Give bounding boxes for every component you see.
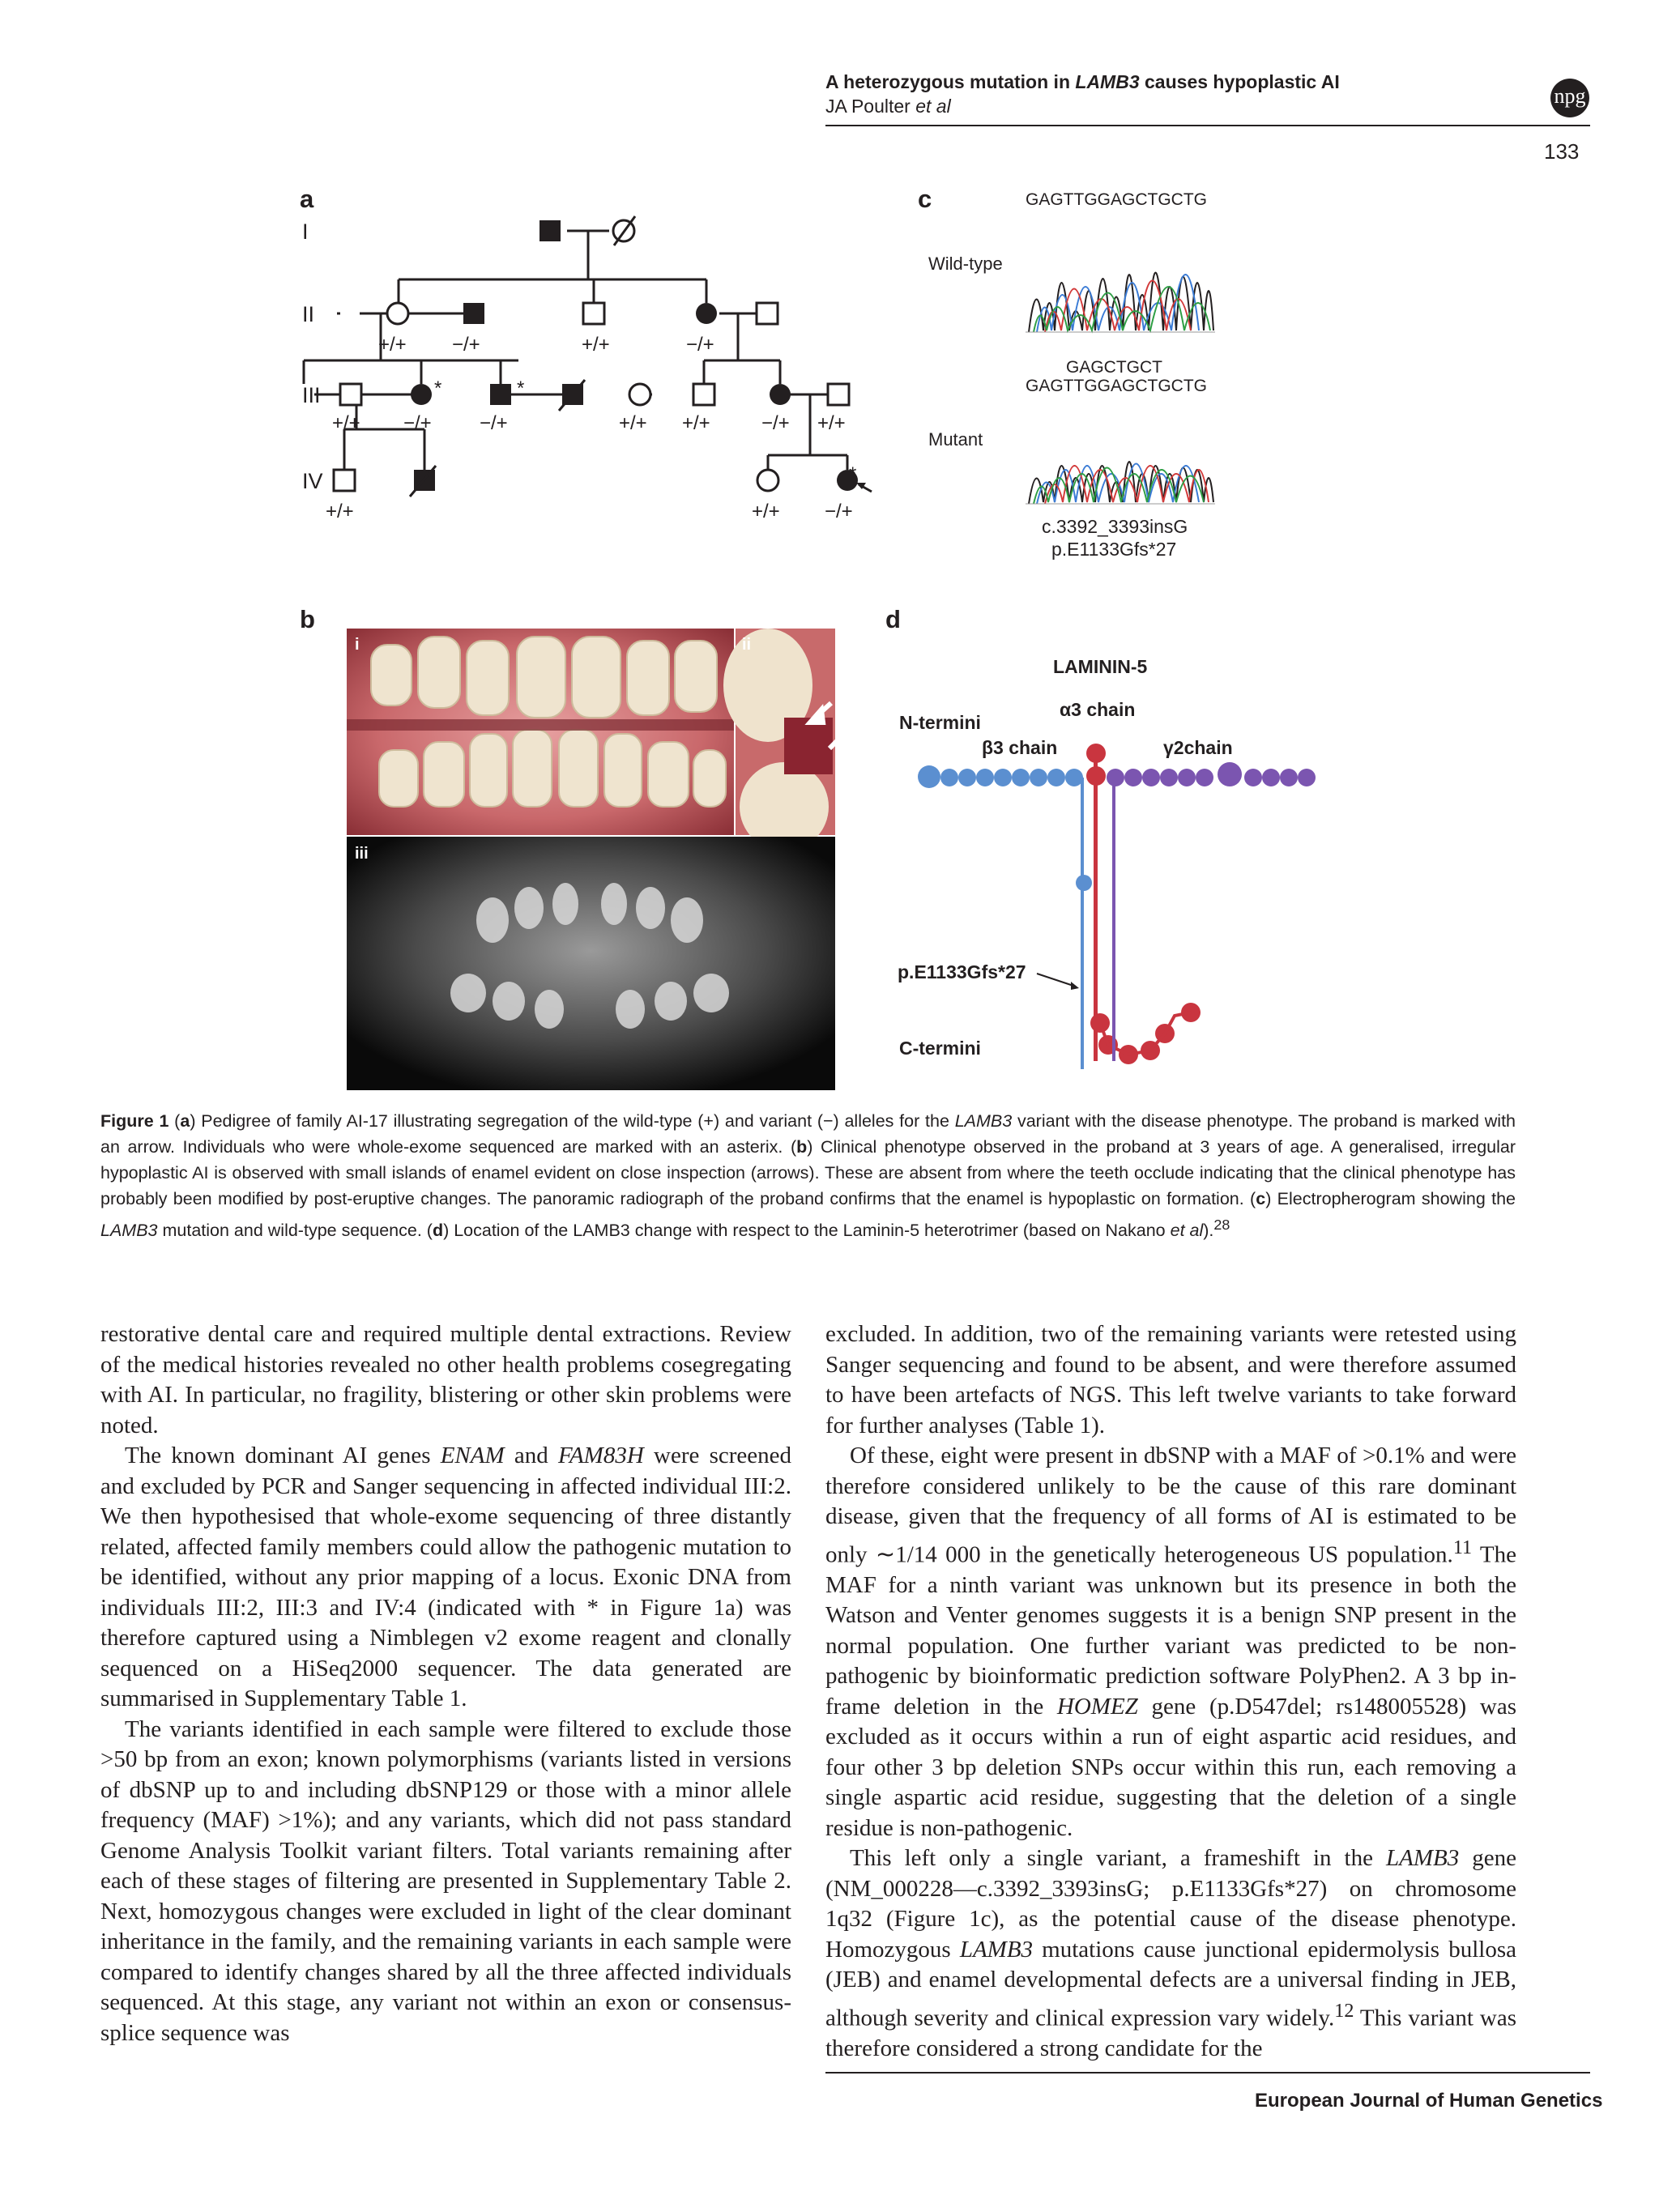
individual-II-4 (696, 303, 717, 324)
mutation-protein: p.E1133Gfs*27 (1051, 539, 1177, 560)
panel-c-letter: c (918, 185, 932, 213)
genotype: −/+ (686, 334, 714, 356)
paragraph: restorative dental care and required multiple dental extractions. Review of the medical histories revealed no other health problems cosegregating with AI. In particular, no fragility, blistering or other skin problems were noted. (100, 1321, 791, 1438)
asterisk: * (517, 377, 525, 399)
paragraph: Of these, eight were present in dbSNP with a MAF of >0.1% and were therefore considered unlikely to be the cause of this rare dominant disease, given that the frequency of all forms of AI is estimated to be only ∼1/14 000 in the genetically heterogeneous US population.$^{11}$ The MAF for a ninth variant was unknown but its presence in both the Watson and Venter genomes suggests it is a benign SNP present in the normal population. One further variant was predicted to be non-pathogenic by bioinformatic prediction software PolyPhen2. A 3 bp in-frame deletion in the HOMEZ gene (p.D547del; rs148005528) was excluded as it occurs within a run of eight aspartic acid residues, and four other 3 bp deletion SNPs occur within this run, each removing a single aspartic acid residue, suggesting that the deletion of a single residue is non-pathogenic. (825, 1443, 1516, 1841)
genotype: −/+ (403, 412, 432, 434)
sub-label-i: i (355, 636, 360, 654)
genotype: −/+ (452, 334, 480, 356)
laminin5-diagram (891, 648, 1328, 1069)
alpha3-label: α3 chain (1060, 699, 1136, 720)
asterisk: * (849, 463, 857, 485)
sub-label-iii: iii (355, 845, 369, 863)
paragraph: excluded. In addition, two of the remaining variants were retested using Sanger sequencing and found to be absent, and were therefore assumed to have been artefacts of NGS. This left twelve variants to take forward for further analyses (Table 1). (825, 1321, 1516, 1438)
gen-label-III: III (302, 383, 321, 407)
npg-logo: npg (1550, 79, 1589, 117)
genotype: +/+ (378, 334, 407, 356)
genotype: +/+ (326, 501, 354, 522)
panel-b-letter: b (300, 605, 315, 633)
body-column-right (825, 1319, 1516, 2064)
beta3-chain (918, 765, 1092, 891)
electropherogram (915, 186, 1256, 567)
alpha3-chain (1086, 744, 1201, 1064)
gen-label-I: I (302, 219, 309, 244)
c-termini-label: C-termini (899, 1038, 981, 1059)
paragraph: The variants identified in each sample were filtered to exclude those >50 bp from an exon; known polymorphisms (variants listed in versions of dbSNP up to and including dbSNP129 or those with a minor allele frequency (MAF) >1%); and any variants, which did not pass standard Genome Analysis Toolkit variant filters. Total variants remaining after each of these stages of filtering are presented in Supplementary Table 2. Next, homozygous changes were excluded in light of the clear dominant inheritance in the family, and the remaining variants in each sample were compared to identify changes shared by all the three affected individuals sequenced. At this stage, any variant not within an exon or consensus-splice sequence was (100, 1715, 791, 2046)
individual-III-7 (770, 384, 791, 405)
individual-IV-1 (334, 470, 355, 491)
individual-II-3 (583, 303, 604, 324)
gen-label-II: II (302, 302, 315, 326)
n-termini-label: N-termini (899, 712, 981, 733)
clinical-photos (347, 629, 835, 1090)
panel-a-letter: a (300, 185, 314, 213)
individual-IV-3 (757, 470, 778, 491)
genotype: −/+ (761, 412, 790, 434)
beta3-label: β3 chain (982, 737, 1058, 758)
genotype: +/+ (817, 412, 846, 434)
pedigree-chart (292, 207, 875, 531)
page-number: 133 (1544, 139, 1580, 164)
figure-caption: Figure 1 (a) Pedigree of family AI-17 illustrating segregation of the wild-type (+) and variant (−) alleles for the LAMB3 variant with the disease phenotype. The proband is marked with an arrow. Individuals who were whole-exome sequenced are marked with an asterix. (b) Clinical phenotype observed in the proband at 3 years of age. A generalised, irregular hypoplastic AI is observed with small islands of enamel evident on close inspection (arrows). These are absent from where the teeth occlude indicating that the clinical phenotype has probably been modified by post-eruptive changes. The panoramic radiograph of the proband confirms that the enamel is hypoplastic on formation. (c) Electropherogram showing the LAMB3 mutation and wild-type sequence. (d) Location of the LAMB3 change with respect to the Laminin-5 heterotrimer (based on Nakano et al).$^{28}$ (100, 1111, 1516, 1241)
genotype: +/+ (682, 412, 710, 434)
individual-II-2 (463, 303, 484, 324)
running-authors: JA Poulter et al (825, 96, 951, 117)
genotype: −/+ (825, 501, 853, 522)
individual-II-5 (757, 303, 778, 324)
individual-III-8 (828, 384, 849, 405)
photo-iii-radiograph (347, 837, 835, 1090)
mutant-label: Mutant (928, 429, 983, 450)
genotype: +/+ (582, 334, 610, 356)
wildtype-sequence: GAGTTGGAGCTGCTG (1026, 190, 1207, 209)
genotype: +/+ (619, 412, 647, 434)
genotype: +/+ (332, 412, 360, 434)
mutant-sequence-bottom: GAGTTGGAGCTGCTG (1026, 377, 1207, 395)
journal-name: European Journal of Human Genetics (1255, 2090, 1603, 2112)
individual-III-2 (411, 384, 432, 405)
wildtype-label: Wild-type (928, 254, 1003, 274)
genotype: +/+ (752, 501, 780, 522)
gamma2-label: γ2chain (1163, 737, 1233, 758)
footer-rule (825, 2072, 1590, 2073)
gen-label-IV: IV (302, 469, 323, 493)
sub-label-ii: ii (742, 636, 752, 654)
individual-III-5 (629, 384, 650, 405)
body-column-left (100, 1319, 791, 2048)
individual-II-1 (387, 303, 408, 324)
panel-d-letter: d (885, 605, 901, 633)
laminin-title: LAMININ-5 (1053, 656, 1148, 677)
mutant-sequence-top: GAGCTGCT (1066, 358, 1162, 377)
paragraph: This left only a single variant, a frameshift in the LAMB3 gene (NM_000228—c.3392_3393insG; p.E1133Gfs*27) on chromosome 1q32 (Figure 1c), as the potential cause of the disease phenotype. Homozygous LAMB3 mutations cause junctional epidermolysis bullosa (JEB) and enamel developmental defects are a universal finding in JEB, although severity and clinical expression vary widely.$^{12}$ This variant was therefore considered a strong candidate for the (825, 1845, 1516, 2061)
individual-I-1 (539, 220, 561, 241)
genotype: −/+ (480, 412, 508, 434)
variant-label: p.E1133Gfs*27 (898, 961, 1026, 982)
header-rule (825, 125, 1590, 126)
individual-III-3 (490, 384, 511, 405)
running-title: A heterozygous mutation in LAMB3 causes hypoplastic AI (825, 71, 1340, 92)
mutation-cdna: c.3392_3393insG (1042, 516, 1188, 537)
gamma2-chain (1107, 762, 1316, 786)
asterisk: * (434, 377, 442, 399)
paragraph: The known dominant AI genes ENAM and FAM83H were screened and excluded by PCR and Sanger sequencing in affected individual III:2. We then hypothesised that whole-exome sequencing of three distantly related, affected family members could allow the pathogenic mutation to be identified, without any prior mapping of a locus. Exonic DNA from individuals III:2, III:3 and IV:4 (indicated with * in Figure 1a) was therefore captured using a Nimblegen v2 exome reagent and clonally sequenced on a HiSeq2000 sequencer. The data generated are summarised in Supplementary Table 1. (100, 1443, 791, 1711)
individual-III-6 (693, 384, 714, 405)
individual-III-1 (340, 384, 361, 405)
